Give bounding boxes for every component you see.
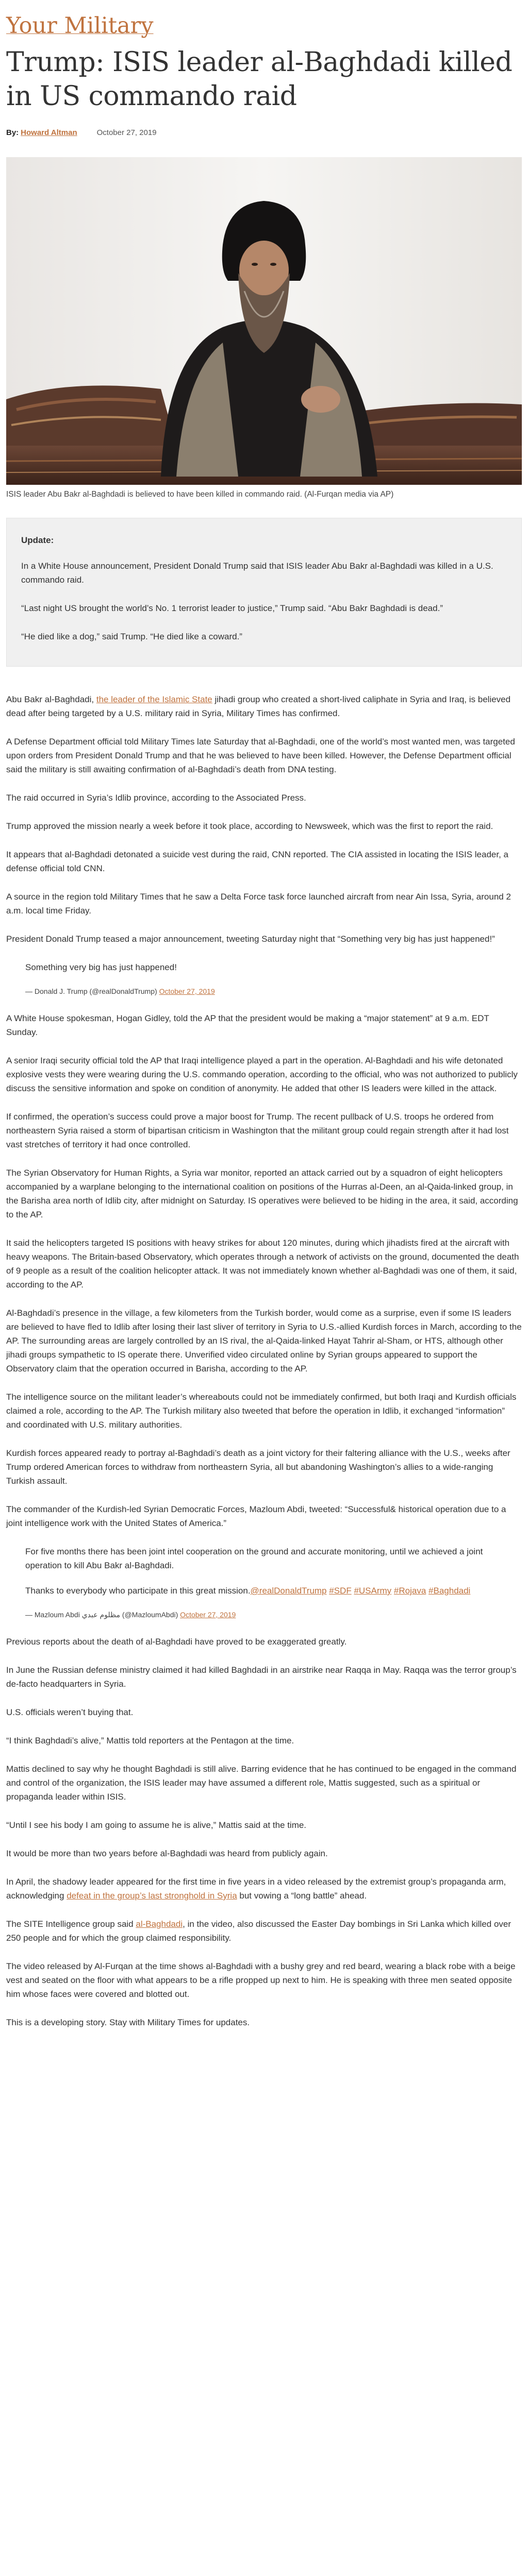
body-paragraph: A senior Iraqi security official told the AP that Iraqi intelligence played a part in the operation. Al-Baghdadi and his wife detonated explosive vests they were wearing during the U.S. commando operation, according to the official, who was not authorized to publicly discuss the sensitive information and spoke on condition of anonymity. He added that other IS leaders were killed in the attack. xyxy=(6,1056,518,1093)
tweet-text: Something very big has just happened! xyxy=(25,962,177,972)
tweet-text xyxy=(25,1584,489,1598)
body-paragraph: In June the Russian defense ministry claimed it had killed Baghdadi in an airstrike near Raqqa in May. Raqqa was the terror group’s de-facto headquarters in Syria. xyxy=(6,1665,517,1689)
update-paragraph: In a White House announcement, President Donald Trump said that ISIS leader Abu Bakr al-Baghdadi was killed in a U.S. commando raid. xyxy=(21,561,493,585)
update-paragraph: “Last night US brought the world’s No. 1 terrorist leader to justice,” Trump said. “Abu Bakr Baghdadi is dead.” xyxy=(21,603,443,613)
tweet-hashtag-link[interactable]: #SDF xyxy=(329,1586,352,1596)
text-run: but vowing a “long battle” ahead. xyxy=(237,1891,367,1901)
body-paragraph: If confirmed, the operation’s success could prove a major boost for Trump. The recent pullback of U.S. troops he ordered from northeastern Syria raised a storm of bipartisan criticism in Washington that the militant group could regain strength after it had lost vast stretches of territory it had once controlled. xyxy=(6,1112,509,1149)
baghdadi-link[interactable]: al-Baghdadi xyxy=(136,1919,183,1929)
embedded-tweet-trump xyxy=(25,960,500,997)
body-paragraph: The Syrian Observatory for Human Rights, a Syria war monitor, reported an attack carried out by a squadron of eight helicopters accompanied by a warplane belonging to the international coalition on positions of the Hurras al-Deen, an al-Qaida-linked group, in the Barisha area north of Idlib city, after midnight on Saturday. IS operatives were believed to be hiding in the area, it said, according to the AP. xyxy=(6,1168,518,1219)
body-paragraph: The video released by Al-Furqan at the time shows al-Baghdadi with a bushy grey and red beard, wearing a black robe with a beige vest and seated on the floor with what appears to be a rifle propped up next to him. He is speaking with three men seated opposite him whose faces were covered and blotted out. xyxy=(6,1961,516,1999)
byline xyxy=(6,127,522,138)
body-paragraph xyxy=(6,1875,522,1903)
text-run: In April, the shadowy leader appeared for the first time in five years in a video released by the extremist group’s propaganda arm, acknowledging xyxy=(6,1877,506,1901)
body-paragraph: Trump approved the mission nearly a week before it took place, according to Newsweek, which was the first to report the raid. xyxy=(6,821,493,831)
body-paragraph: Kurdish forces appeared ready to portray al-Baghdadi’s death as a joint victory for their faltering alliance with the U.S., weeks after Trump ordered American forces to withdraw from northeastern Syria, all but abandoning Washington’s allies to a wide-ranging Turkish assault. xyxy=(6,1448,510,1486)
image-caption: ISIS leader Abu Bakr al-Baghdadi is believed to have been killed in commando raid. (Al-Furqan media via AP) xyxy=(6,490,394,499)
body-paragraph: A source in the region told Military Times that he saw a Delta Force task force launched aircraft from near Ain Issa, Syria, around 2 a.m. local time Friday. xyxy=(6,892,511,916)
body-paragraph: “Until I see his body I am going to assume he is alive,” Mattis said at the time. xyxy=(6,1820,307,1830)
tweet-hashtag-link[interactable]: #Baghdadi xyxy=(428,1586,471,1596)
body-paragraph: A Defense Department official told Military Times late Saturday that al-Baghdadi, one of the world’s most wanted men, was targeted upon orders from President Donald Trump and that he was believed to have been killed. However, the Defense Department official said the military is still awaiting confirmation of al-Baghdadi’s death from DNA testing. xyxy=(6,737,515,774)
text-run: jihadi group who created a short-lived caliphate in Syria and Iraq, is believed dead after being targeted by a U.S. military raid in Syria, Military Times has confirmed. xyxy=(6,694,511,718)
author-link[interactable]: Howard Altman xyxy=(21,128,77,137)
tweet-hashtag-link[interactable]: #USArmy xyxy=(354,1586,392,1596)
body-paragraph: Previous reports about the death of al-Baghdadi have proved to be exaggerated greatly. xyxy=(6,1637,347,1647)
body-paragraph: Al-Baghdadi’s presence in the village, a few kilometers from the Turkish border, would come as a surprise, even if some IS leaders are believed to have fled to Idlib after losing their last sliver of territory in Syria to U.S.-allied Kurdish forces in March, according to the AP. The surrounding areas are largely controlled by an IS rival, the al-Qaida-linked Hayat Tahrir al-Sham, or HTS, although other jihadi groups sympathetic to IS operate there. Unverified video circulated online by Syrian groups appeared to support the Observatory claim that the operation occurred in Barisha, according to the AP. xyxy=(6,1308,522,1374)
update-paragraph: “He died like a dog,” said Trump. “He died like a coward.” xyxy=(21,632,242,641)
tweet-attribution xyxy=(25,986,489,997)
tweet-text: For five months there has been joint intel cooperation on the ground and accurate monitoring, until we achieved a joint operation to kill Abu Bakr al-Baghdadi. xyxy=(25,1547,483,1570)
body-paragraph: “I think Baghdadi’s alive,” Mattis told reporters at the Pentagon at the time. xyxy=(6,1736,294,1745)
body-paragraph xyxy=(6,1917,522,1945)
hero-image xyxy=(6,157,522,485)
body-paragraph: It appears that al-Baghdadi detonated a suicide vest during the raid, CNN reported. The CIA assisted in locating the ISIS leader, a defense official told CNN. xyxy=(6,850,508,873)
body-paragraph: The commander of the Kurdish-led Syrian Democratic Forces, Mazloum Abdi, tweeted: “Successful& historical operation due to a joint intelligence work with the United States of America.” xyxy=(6,1504,506,1528)
text-run: , in the video, also discussed the Easter Day bombings in Sri Lanka which killed over 250 people and for which the group claimed responsibility. xyxy=(6,1919,512,1943)
tweet-mention-link[interactable]: @realDonaldTrump xyxy=(250,1586,327,1596)
body-paragraph: It said the helicopters targeted IS positions with heavy strikes for about 120 minutes, during which jihadists fired at the aircraft with heavy weapons. The Britain-based Observatory, which operates through a network of activists on the ground, documented the death of 9 people as a result of the coalition helicopter attack. It was not immediately known whether al-Baghdadi was one of them, it said, according to the AP. xyxy=(6,1238,519,1290)
update-box xyxy=(6,518,522,667)
embedded-tweet-abdi xyxy=(25,1545,500,1620)
stronghold-link[interactable]: defeat in the group’s last stronghold in Syria xyxy=(67,1891,237,1901)
update-heading: Update: xyxy=(21,535,54,545)
body-paragraph: The intelligence source on the militant leader’s whereabouts could not be immediately confirmed, but both Iraqi and Kurdish officials claimed a role, according to the AP. The Turkish military also tweeted that before the operation in Idlib, it exchanged “information” and coordinated with U.S. military authorities. xyxy=(6,1392,517,1430)
text-run: The SITE Intelligence group said xyxy=(6,1919,136,1929)
body-paragraph: This is a developing story. Stay with Military Times for updates. xyxy=(6,2018,250,2027)
body-paragraph: U.S. officials weren’t buying that. xyxy=(6,1707,134,1717)
tweet-hashtag-link[interactable]: #Rojava xyxy=(393,1586,426,1596)
byline-prefix: By: xyxy=(6,128,19,137)
text-run: Abu Bakr al-Baghdadi, xyxy=(6,694,96,704)
body-paragraph: A White House spokesman, Hogan Gidley, told the AP that the president would be making a “major statement” at 9 a.m. EDT Sunday. xyxy=(6,1013,489,1037)
body-paragraph: President Donald Trump teased a major announcement, tweeting Saturday night that “Something very big has just happened!” xyxy=(6,934,495,944)
body-paragraph: The raid occurred in Syria’s Idlib province, according to the Associated Press. xyxy=(6,793,306,803)
publish-date: October 27, 2019 xyxy=(96,128,157,137)
tweet-date-link[interactable]: October 27, 2019 xyxy=(180,1611,236,1619)
article-body xyxy=(6,692,522,2029)
tweet-author: — Mazloum Abdi مظلوم عبدي (@MazloumAbdi) xyxy=(25,1611,178,1619)
article-headline: Trump: ISIS leader al-Baghdadi killed in US commando raid xyxy=(6,47,513,112)
text-run: Thanks to everybody who participate in this great mission. xyxy=(25,1586,251,1596)
body-paragraph xyxy=(6,692,522,720)
body-paragraph: It would be more than two years before al-Baghdadi was heard from publicly again. xyxy=(6,1849,328,1858)
islamic-state-link[interactable]: the leader of the Islamic State xyxy=(96,694,212,704)
tweet-author: — Donald J. Trump (@realDonaldTrump) xyxy=(25,987,157,995)
tweet-attribution xyxy=(25,1609,489,1620)
hero-photo-illustration xyxy=(6,157,522,485)
tweet-date-link[interactable]: October 27, 2019 xyxy=(159,987,215,995)
section-link[interactable]: Your Military xyxy=(6,13,154,39)
body-paragraph: Mattis declined to say why he thought Baghdadi is still alive. Barring evidence that he has continued to be engaged in the command and control of the organization, the ISIS leader may have assumed a different role, Mattis suggested, such as a spiritual or propaganda leader within ISIS. xyxy=(6,1764,517,1802)
